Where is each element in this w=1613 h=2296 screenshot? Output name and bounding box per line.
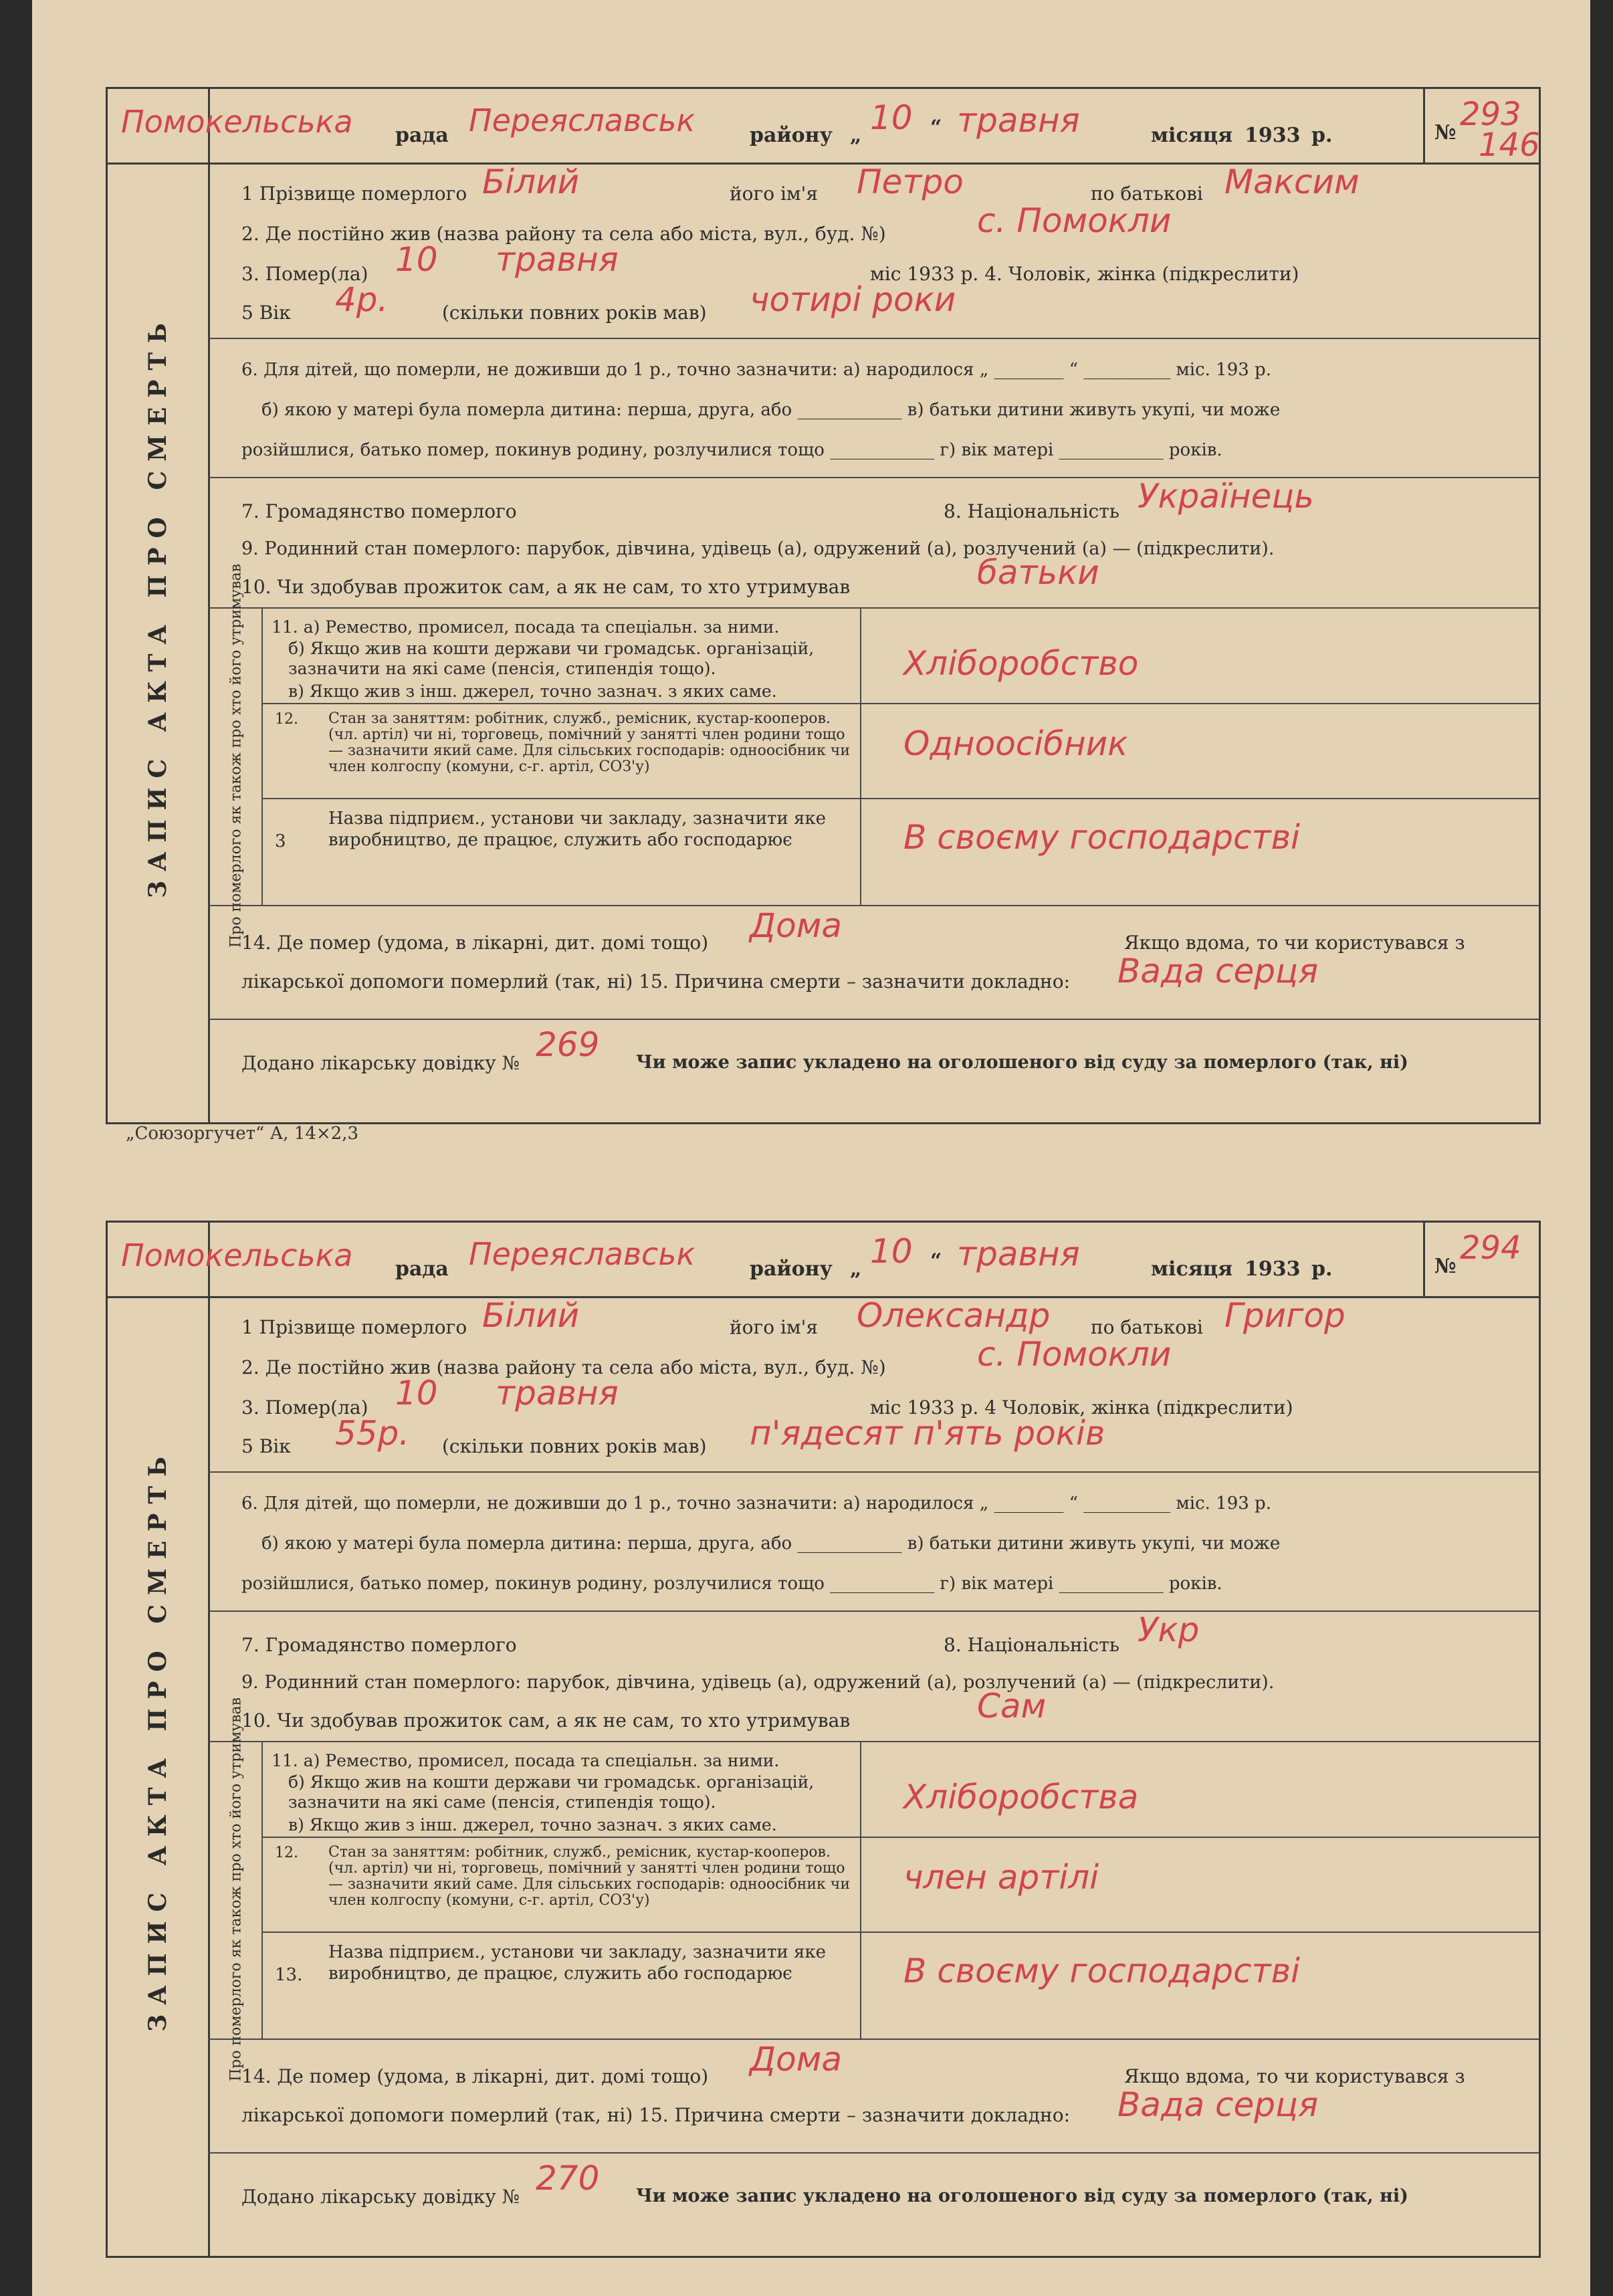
record-month: травня xyxy=(957,101,1080,140)
label-child-6b: б) якою у матері була померла дитина: перша, друга, або ____________ в) батьки дитини живуть укупі, чи може xyxy=(261,1534,1281,1554)
district-label: району xyxy=(750,124,833,147)
divider xyxy=(208,477,1539,478)
council-label: рада xyxy=(395,124,449,147)
death-day: 10 xyxy=(395,1374,438,1413)
divider xyxy=(208,1610,1539,1612)
divider xyxy=(208,2039,1539,2040)
label-residence: 2. Де постійно жив (назва району та села або міста, вул., буд. №) xyxy=(241,1356,886,1378)
label-child-6a: 6. Для дітей, що померли, не доживши до 1 р., точно зазначити: а) народилося „ ________ “ __________ міс. 193 р. xyxy=(241,360,1271,380)
death-month: травня xyxy=(496,1374,619,1413)
divider xyxy=(208,905,1539,906)
label-state-funded: б) Якщо жив на кошти держави чи громадськ. організацій, зазначити на які саме (пенсія, стипендія тощо). xyxy=(288,1772,815,1812)
label-support: 10. Чи здобував прожиток сам, а як не сам, то хто утримував xyxy=(241,576,851,598)
nationality: Укр xyxy=(1138,1610,1200,1649)
divider xyxy=(208,338,1539,339)
label-other-sources: в) Якщо жив з інш. джерел, точно зазнач. з яких саме. xyxy=(288,1815,777,1835)
label-place-of-death: 14. Де помер (удома, в лікарні, дит. домі тощо) xyxy=(241,932,709,954)
label-medical-help-cause: лікарської допомоги померлий (так, ні) 15. Причина смерти – зазначити докладно: xyxy=(241,2104,1070,2126)
record-year: 1933 xyxy=(1245,1257,1301,1281)
record-header xyxy=(108,89,1539,165)
divider xyxy=(860,1741,861,2039)
quote-close: “ xyxy=(930,1249,942,1273)
divider xyxy=(208,607,1539,609)
year-suffix: р. xyxy=(1311,1257,1333,1281)
death-record-card-1 xyxy=(106,87,1541,1124)
label-surname: 1 Прізвище померлого xyxy=(241,1316,467,1338)
label-age: 5 Вік xyxy=(241,1435,291,1457)
side-title: ЗАПИС АКТА ПРО СМЕРТЬ xyxy=(144,1447,172,2032)
record-number: 294 xyxy=(1460,1229,1521,1267)
divider xyxy=(208,1019,1539,1020)
residence: с. Помокли xyxy=(977,1335,1172,1374)
support: Сам xyxy=(977,1687,1047,1726)
place-of-death: Дома xyxy=(750,2040,843,2079)
label-court-declared: Чи може запис укладено на оголошеного від суду за померлого (так, ні) xyxy=(636,2186,1408,2206)
occupation: Хліборобства xyxy=(903,1778,1139,1816)
label-employment-status: Стан за заняттям: робітник, служб., ремісник, кустар-кооперов. (чл. артіл) чи ні, торговець, помічний у занятті член родини тощо — зазначити який саме. Для сільських господарів: одноосібник чи член колгоспу (комуни, с-г. артіл, СОЗ'у) xyxy=(328,710,850,775)
divider xyxy=(261,1932,1539,1933)
label-12-num: 12. xyxy=(275,711,298,728)
label-employment-status: Стан за заняттям: робітник, служб., ремісник, кустар-кооперов. (чл. артіл) чи ні, торговець, помічний у занятті член родини тощо — зазначити який саме. Для сільських господарів: одноосібник чи член колгоспу (комуни, с-г. артіл, СОЗ'у) xyxy=(328,1844,850,1909)
label-support: 10. Чи здобував прожиток сам, а як не сам, то хто утримував xyxy=(241,1709,851,1732)
quote-open: „ xyxy=(850,124,862,147)
age-short: 55р. xyxy=(335,1414,410,1453)
divider xyxy=(261,703,1539,704)
label-marital: 9. Родинний стан померлого: парубок, дівчина, удівець (а), одружений (а), розлучений (а) — (підкреслити). xyxy=(241,538,1275,559)
label-citizenship: 7. Громадянство померлого xyxy=(241,500,517,522)
label-age-note: (скільки повних років мав) xyxy=(442,302,707,324)
label-given-name: його ім'я xyxy=(730,183,819,205)
quote-open: „ xyxy=(850,1257,862,1281)
certificate-number: 270 xyxy=(536,2159,600,2198)
record-number: 293 xyxy=(1460,96,1521,133)
workplace: В своєму господарстві xyxy=(903,1952,1300,1990)
district-label: району xyxy=(750,1257,833,1281)
month-label: місяця xyxy=(1151,124,1233,147)
label-child-6c: розійшлися, батько помер, покинув родину, розлучилися тощо ____________ г) вік матері ____________ років. xyxy=(241,440,1222,460)
occupation: Хліборобство xyxy=(903,644,1139,683)
label-age: 5 Вік xyxy=(241,302,291,324)
patronymic: Максим xyxy=(1224,163,1360,201)
label-died: 3. Помер(ла) xyxy=(241,1396,368,1419)
surname: Білий xyxy=(482,1296,580,1335)
certificate-number: 269 xyxy=(536,1025,600,1064)
record-number-box xyxy=(1423,89,1539,163)
vertical-label: Про померлого як також про хто його утримував xyxy=(227,563,245,948)
side-title-column xyxy=(108,1223,210,2256)
death-day: 10 xyxy=(395,240,438,279)
record-day: 10 xyxy=(870,1232,913,1271)
death-record-card-2 xyxy=(106,1221,1541,2258)
patronymic: Григор xyxy=(1224,1296,1346,1335)
month-label: місяця xyxy=(1151,1257,1233,1281)
label-surname: 1 Прізвище померлого xyxy=(241,183,467,205)
cause-of-death: Вада серця xyxy=(1117,952,1319,990)
label-marital: 9. Родинний стан померлого: парубок, дівчина, удівець (а), одружений (а), розлучений (а) — (підкреслити). xyxy=(241,1672,1275,1693)
age-short: 4р. xyxy=(335,280,389,319)
cause-of-death: Вада серця xyxy=(1117,2085,1319,2124)
divider xyxy=(208,2152,1539,2154)
workplace: В своєму господарстві xyxy=(903,818,1300,857)
label-citizenship: 7. Громадянство померлого xyxy=(241,1634,517,1656)
label-court-declared: Чи може запис укладено на оголошеного від суду за померлого (так, ні) xyxy=(636,1052,1408,1073)
council-name: Помокельська xyxy=(121,1237,353,1273)
label-if-home: Якщо вдома, то чи користувався з xyxy=(1124,2065,1465,2087)
record-month: травня xyxy=(957,1235,1080,1273)
side-title-column xyxy=(108,89,210,1122)
divider xyxy=(860,607,861,905)
label-other-sources: в) Якщо жив з інш. джерел, точно зазнач. з яких саме. xyxy=(288,682,777,701)
label-certificate: Додано лікарську довідку № xyxy=(241,2186,520,2208)
divider xyxy=(208,1741,1539,1742)
label-trade: 11. а) Ремество, промисел, посада та спеціальн. за ними. xyxy=(272,1751,780,1770)
divider xyxy=(261,607,263,905)
label-patronymic: по батькові xyxy=(1091,1316,1203,1338)
label-12-num: 12. xyxy=(275,1845,298,1861)
record-number-box xyxy=(1423,1223,1539,1296)
side-title: ЗАПИС АКТА ПРО СМЕРТЬ xyxy=(144,313,172,898)
number-label: № xyxy=(1434,121,1457,144)
death-month: травня xyxy=(496,240,619,279)
district-name: Переяславськ xyxy=(469,1236,695,1272)
label-workplace: Назва підприєм., установи чи закладу, зазначити яке виробництво, де працює, служить або господарює xyxy=(328,1942,827,1984)
label-nationality: 8. Національність xyxy=(944,1634,1119,1656)
record-number-extra: 146 xyxy=(1479,126,1540,164)
label-certificate: Додано лікарську довідку № xyxy=(241,1052,520,1074)
council-label: рада xyxy=(395,1257,449,1281)
label-residence: 2. Де постійно жив (назва району та села або міста, вул., буд. №) xyxy=(241,223,886,245)
label-nationality: 8. Національність xyxy=(944,500,1119,522)
label-workplace: Назва підприєм., установи чи закладу, зазначити яке виробництво, де працює, служить або господарює xyxy=(328,809,827,850)
number-label: № xyxy=(1434,1255,1457,1278)
document-page xyxy=(32,0,1590,2296)
residence: с. Помокли xyxy=(977,201,1172,240)
record-day: 10 xyxy=(870,98,913,137)
label-place-of-death: 14. Де помер (удома, в лікарні, дит. домі тощо) xyxy=(241,2065,709,2087)
label-trade: 11. а) Ремество, промисел, посада та спеціальн. за ними. xyxy=(272,617,780,637)
label-13-num: 3 xyxy=(275,831,286,851)
label-if-home: Якщо вдома, то чи користувався з xyxy=(1124,932,1465,954)
year-suffix: р. xyxy=(1311,124,1333,147)
council-name: Помокельська xyxy=(121,104,353,140)
label-patronymic: по батькові xyxy=(1091,183,1203,205)
label-death-year-sex: міс 1933 р. 4 Чоловік, жінка (підкреслити) xyxy=(870,1396,1293,1419)
given-name: Олександр xyxy=(857,1296,1051,1335)
label-child-6a: 6. Для дітей, що померли, не доживши до 1 р., точно зазначити: а) народилося „ ________ “ __________ міс. 193 р. xyxy=(241,1493,1271,1514)
record-header xyxy=(108,1223,1539,1298)
age-words: п'ядесят п'ять років xyxy=(750,1414,1105,1453)
place-of-death: Дома xyxy=(750,906,843,945)
label-death-year-sex: міс 1933 р. 4. Чоловік, жінка (підкреслити) xyxy=(870,263,1299,285)
surname: Білий xyxy=(482,163,580,201)
employment-status: член артілі xyxy=(903,1858,1099,1897)
label-child-6c: розійшлися, батько помер, покинув родину, розлучилися тощо ____________ г) вік матері ____________ років. xyxy=(241,1574,1222,1594)
quote-close: “ xyxy=(930,116,942,139)
printer-mark: „Союзоргучет“ А, 14×2,3 xyxy=(126,1124,359,1144)
vertical-label: Про померлого як також про хто його утримував xyxy=(227,1697,245,2082)
divider xyxy=(208,1471,1539,1473)
label-13-num: 13. xyxy=(275,1965,303,1985)
label-state-funded: б) Якщо жив на кошти держави чи громадськ. організацій, зазначити на які саме (пенсія, стипендія тощо). xyxy=(288,639,815,678)
label-age-note: (скільки повних років мав) xyxy=(442,1435,707,1457)
label-child-6b: б) якою у матері була померла дитина: перша, друга, або ____________ в) батьки дитини живуть укупі, чи може xyxy=(261,400,1281,420)
age-words: чотирі роки xyxy=(750,280,956,319)
label-medical-help-cause: лікарської допомоги померлий (так, ні) 15. Причина смерти – зазначити докладно: xyxy=(241,970,1070,993)
employment-status: Одноосібник xyxy=(903,724,1128,763)
support: батьки xyxy=(977,553,1099,592)
label-given-name: його ім'я xyxy=(730,1316,819,1338)
divider xyxy=(261,798,1539,799)
nationality: Українець xyxy=(1138,477,1314,516)
given-name: Петро xyxy=(857,163,964,201)
district-name: Переяславськ xyxy=(469,102,695,138)
divider xyxy=(261,1837,1539,1838)
divider xyxy=(261,1741,263,2039)
record-year: 1933 xyxy=(1245,124,1301,147)
label-died: 3. Помер(ла) xyxy=(241,263,368,285)
